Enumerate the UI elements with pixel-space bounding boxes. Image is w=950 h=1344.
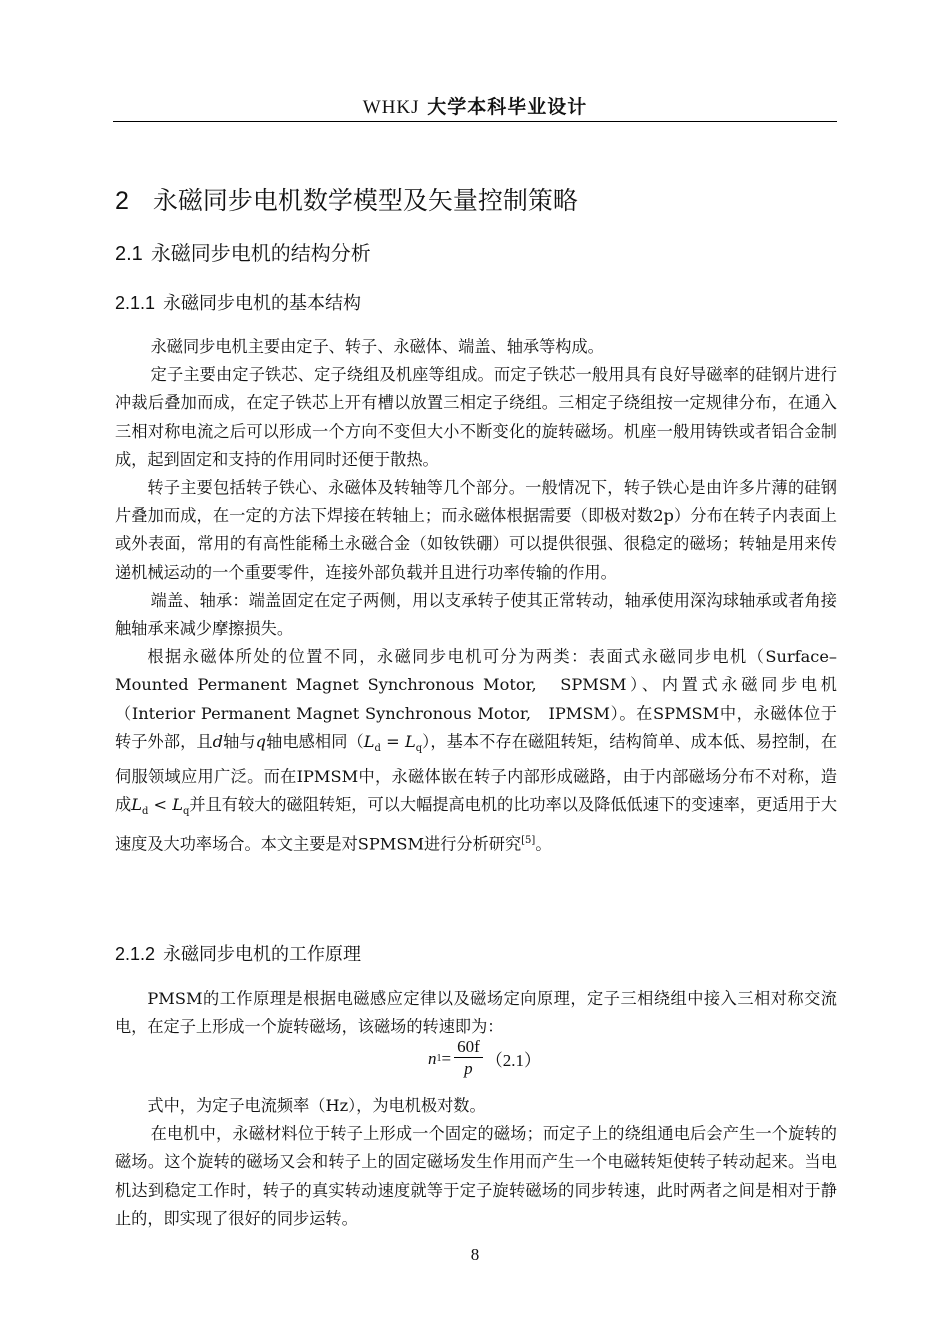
math-subscript: d: [374, 743, 381, 755]
page-number: 8: [470, 1245, 480, 1264]
section-title: 永磁同步电机的结构分析: [150, 241, 371, 265]
chapter-title: 永磁同步电机数学模型及矢量控制策略: [152, 186, 578, 215]
text-run: 并且有较大的磁阻转矩，可以大幅提高电机的比功率以及降低低速下的变速率，更适用于大速度及大功率场合。本文主要是对SPMSM进行分析研究: [115, 795, 838, 854]
page-header: [113, 92, 837, 119]
subsection-heading-2: [115, 940, 361, 966]
text-run: ），基本不存在磁阻转矩，结构简单、成本低、易控制，在伺服领域应用广泛。而在IPMSM中，永磁体嵌在转子内部形成磁路，由于内部磁场分布不对称，造成: [115, 731, 838, 815]
subsection-title: 永磁同步电机的基本结构: [163, 293, 362, 314]
paragraph: 永磁同步电机主要由定子、转子、永磁体、端盖、轴承等构成。: [150, 337, 604, 356]
equation-2-1: [428, 1037, 541, 1080]
paragraph: 式中，为定子电流频率（Hz），为电机极对数。: [147, 1096, 486, 1115]
paragraph: [115, 643, 837, 858]
text-run: 。: [535, 834, 552, 854]
header-rule: [113, 121, 837, 122]
subsection-number: 2.1.2: [115, 944, 156, 964]
section-heading: [115, 237, 371, 266]
math-operator: =: [441, 1048, 452, 1068]
paragraph: 定子主要由定子铁芯、定子绕组及机座等组成。而定子铁芯一般用具有良好导磁率的硅钢片进行冲裁后叠加而成，在定子铁芯上开有槽以放置三相定子绕组。三相定子绕组按一定规律分布，在通入三相对称电流之后可以形成一个方向不变但大小不断变化的旋转磁场。机座一般用铸铁或者铝合金制成，起到固定和支持的作用同时还便于散热。: [115, 365, 837, 469]
subsection-title: 永磁同步电机的工作原理: [163, 944, 362, 965]
subsection-heading-1: [115, 289, 361, 315]
text-run: q: [255, 731, 267, 751]
math-symbol: L: [363, 731, 375, 751]
math-symbol: L: [131, 795, 142, 815]
text-run: d: [212, 731, 224, 751]
fraction-denominator: p: [464, 1059, 473, 1078]
text-run: 根据永磁体所处的位置不同，永磁同步电机可分为两类：表面式永磁同步电机（Surface–Mounted Permanent Magnet Synchronous Motor, SPMSM）、内置式永磁同步电机（Interior Permanent Magnet Synchronous Motor, IPMSM）。在SPMSM中，永磁体位于转子外部，且: [115, 647, 837, 751]
fraction-numerator: 60f: [454, 1037, 483, 1058]
paragraph: 端盖、轴承：端盖固定在定子两侧，用以支承转子使其正常转动，轴承使用深沟球轴承或者角接触轴承来减少摩擦损失。: [115, 590, 837, 639]
math-symbol: L: [404, 731, 416, 751]
equation-label: （2.1）: [485, 1051, 542, 1070]
header-org: WHKJ: [362, 97, 420, 118]
math-operator: <: [148, 795, 173, 815]
fraction: [454, 1037, 483, 1080]
chapter-heading: [115, 181, 578, 217]
subsection-number: 2.1.1: [115, 293, 156, 313]
header-title: 大学本科毕业设计: [427, 96, 588, 118]
math-operator: =: [380, 731, 405, 751]
math-subscript: d: [141, 806, 149, 818]
paragraph: 转子主要包括转子铁心、永磁体及转轴等几个部分。一般情况下，转子铁心是由许多片薄的硅钢片叠加而成，在一定的方法下焊接在转轴上；而永磁体根据需要（即极对数2p）分布在转子内表面上或外表面，常用的有高性能稀土永磁合金（如钕铁硼）可以提供很强、很稳定的磁场；转轴是用来传递机械运动的一个重要零件，连接外部负载并且进行功率传输的作用。: [115, 478, 837, 582]
paragraph: PMSM的工作原理是根据电磁感应定律以及磁场定向原理，定子三相绕组中接入三相对称交流电，在定子上形成一个旋转磁场，该磁场的转速即为：: [115, 989, 837, 1037]
section-body-2a: [115, 985, 837, 1041]
section-body-1: [115, 333, 837, 859]
paragraph: 在电机中，永磁材料位于转子上形成一个固定的磁场；而定子上的绕组通电后会产生一个旋转的磁场。这个旋转的磁场又会和转子上的固定磁场发生作用而产生一个电磁转矩使转子转动起来。当电机达到稳定工作时，转子的真实转动速度就等于定子旋转磁场的同步转速，此时两者之间是相对于静止的，即实现了很好的同步运转。: [115, 1124, 837, 1228]
citation: [5]: [521, 834, 536, 846]
chapter-number: 2: [115, 187, 129, 215]
section-number: 2.1: [115, 243, 143, 265]
math-symbol: n: [428, 1048, 437, 1068]
text-run: 轴与: [223, 731, 256, 751]
math-subscript: 1: [436, 1053, 442, 1064]
text-run: 轴电感相同（: [266, 731, 364, 751]
math-subscript: q: [415, 743, 423, 755]
section-body-2b: [115, 1092, 837, 1233]
math-subscript: q: [182, 806, 190, 818]
math-symbol: L: [172, 795, 183, 815]
